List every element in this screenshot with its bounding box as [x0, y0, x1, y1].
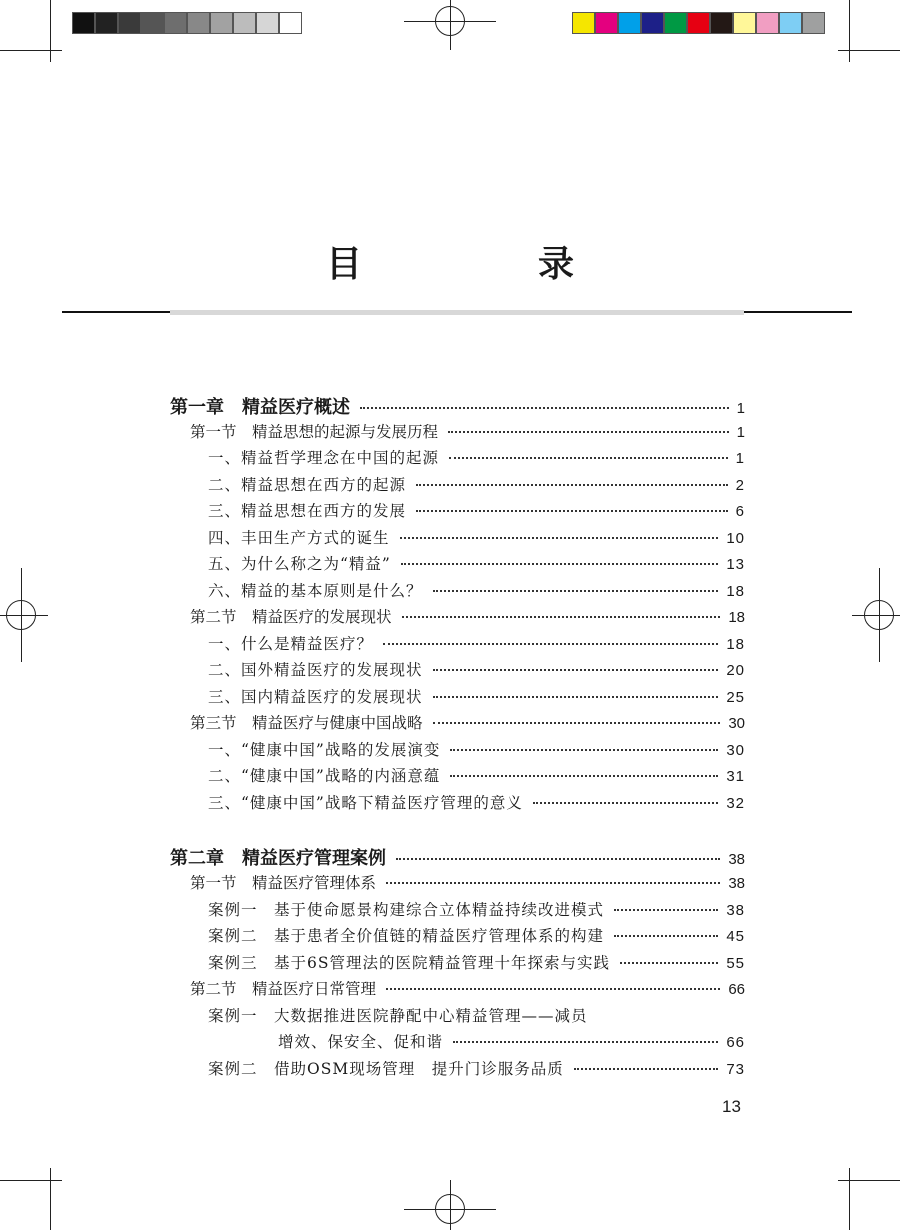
toc-item[interactable] [208, 473, 745, 495]
toc-label: 五、为什么称之为“精益” [208, 555, 391, 573]
toc-item[interactable] [208, 685, 745, 707]
grey-swatch [141, 12, 164, 34]
registration-line [879, 568, 880, 662]
toc-page: 25 [726, 689, 745, 706]
toc-item[interactable] [208, 764, 745, 786]
toc-page: 30 [728, 715, 745, 732]
toc-label: 六、精益的基本原则是什么？ [208, 582, 423, 600]
toc-page: 38 [726, 902, 745, 919]
toc-label: 第二节 精益医疗日常管理 [190, 980, 377, 998]
toc-item[interactable] [208, 738, 745, 760]
toc-page: 38 [728, 851, 745, 868]
toc-leader [400, 537, 719, 539]
toc-page: 20 [726, 662, 745, 679]
toc-chapter[interactable] [170, 393, 745, 419]
toc-item[interactable] [208, 791, 745, 813]
toc-page: 1 [736, 424, 745, 441]
toc-item[interactable] [208, 658, 745, 680]
toc-label: 案例一 大数据推进医院静配中心精益管理——减员 [208, 1007, 588, 1025]
toc-label: 案例三 基于6S管理法的医院精益管理十年探索与实践 [208, 954, 610, 972]
toc-label: 案例二 基于患者全价值链的精益医疗管理体系的构建 [208, 927, 605, 945]
toc-leader [416, 484, 728, 486]
color-swatch [710, 12, 733, 34]
toc-label: 三、精益思想在西方的发展 [208, 502, 407, 520]
toc-leader [433, 722, 721, 724]
toc-leader [433, 696, 719, 698]
crop-mark [50, 1168, 51, 1230]
toc-page: 55 [726, 955, 745, 972]
registration-line [852, 615, 900, 616]
toc-chapter[interactable] [170, 844, 745, 870]
crop-mark [0, 1180, 62, 1181]
toc-leader [620, 962, 718, 964]
toc-page: 73 [726, 1061, 745, 1078]
toc-item[interactable] [208, 552, 745, 574]
registration-line [450, 1180, 451, 1230]
toc-leader [386, 988, 720, 990]
color-calibration-bar [572, 12, 825, 34]
toc-leader [360, 407, 729, 409]
toc-page: 1 [735, 450, 745, 467]
toc-label: 案例二 借助OSM现场管理 提升门诊服务品质 [208, 1060, 564, 1078]
grey-swatch [256, 12, 279, 34]
registration-line [0, 615, 48, 616]
grey-swatch [210, 12, 233, 34]
color-swatch [802, 12, 825, 34]
toc-page: 10 [726, 530, 745, 547]
toc-leader [396, 858, 720, 860]
toc-leader [450, 749, 718, 751]
toc-page: 18 [728, 609, 745, 626]
color-swatch [733, 12, 756, 34]
crop-mark [50, 0, 51, 62]
color-swatch [595, 12, 618, 34]
toc-leader [386, 882, 720, 884]
crop-mark [838, 50, 900, 51]
toc-page: 66 [726, 1034, 745, 1051]
toc-item[interactable] [208, 1057, 745, 1079]
toc-page: 31 [726, 768, 745, 785]
toc-label: 二、精益思想在西方的起源 [208, 476, 407, 494]
color-swatch [641, 12, 664, 34]
toc-leader [416, 510, 728, 512]
crop-mark [0, 50, 62, 51]
toc-item[interactable] [208, 526, 745, 548]
title-rule-right [744, 311, 852, 313]
grey-swatch [233, 12, 256, 34]
toc-page: 66 [728, 981, 745, 998]
grey-swatch [279, 12, 302, 34]
toc-section[interactable] [190, 605, 745, 627]
toc-item[interactable] [208, 898, 745, 920]
crop-mark [849, 1168, 850, 1230]
color-swatch [618, 12, 641, 34]
toc-leader [533, 802, 718, 804]
toc-label: 第三节 精益医疗与健康中国战略 [190, 714, 423, 732]
toc-label: 第二章 精益医疗管理案例 [170, 848, 386, 869]
toc-section[interactable] [190, 871, 745, 893]
toc-label: 一、精益哲学理念在中国的起源 [208, 449, 440, 467]
toc-page: 30 [726, 742, 745, 759]
toc-label: 四、丰田生产方式的诞生 [208, 529, 390, 547]
color-swatch [756, 12, 779, 34]
toc-page: 32 [726, 795, 745, 812]
toc-page: 18 [726, 636, 745, 653]
grey-swatch [95, 12, 118, 34]
toc-leader [448, 431, 729, 433]
toc-item[interactable] [208, 579, 745, 601]
toc-item[interactable] [208, 951, 745, 973]
page-number: 13 [722, 1097, 741, 1116]
toc-label: 增效、保安全、促和谐 [278, 1033, 444, 1051]
toc-label: 第一节 精益思想的起源与发展历程 [190, 423, 439, 441]
toc-label: 第一节 精益医疗管理体系 [190, 874, 377, 892]
toc-section[interactable] [190, 977, 745, 999]
toc-label: 三、“健康中国”战略下精益医疗管理的意义 [208, 794, 523, 812]
toc-leader [383, 643, 718, 645]
title-rule-left [62, 311, 170, 313]
color-swatch [779, 12, 802, 34]
toc-leader [433, 669, 719, 671]
toc-leader [614, 909, 718, 911]
toc-item-continued[interactable] [278, 1030, 745, 1052]
toc-leader [401, 563, 718, 565]
grey-scale-bar [72, 12, 302, 34]
toc-page: 6 [735, 503, 745, 520]
color-swatch [687, 12, 710, 34]
toc-page: 45 [726, 928, 745, 945]
toc-label: 第二节 精益医疗的发展现状 [190, 608, 392, 626]
toc-leader [453, 1041, 718, 1043]
toc-leader [433, 590, 719, 592]
toc-label: 一、“健康中国”战略的发展演变 [208, 741, 441, 759]
grey-swatch [118, 12, 141, 34]
toc-section[interactable] [190, 420, 745, 442]
crop-mark [838, 1180, 900, 1181]
toc-label: 二、国外精益医疗的发展现状 [208, 661, 423, 679]
registration-line [450, 0, 451, 50]
toc-leader [574, 1068, 719, 1070]
crop-mark [849, 0, 850, 62]
toc-leader [614, 935, 718, 937]
toc-page: 2 [735, 477, 745, 494]
toc-label: 一、什么是精益医疗？ [208, 635, 374, 653]
color-swatch [572, 12, 595, 34]
toc-page: 1 [736, 400, 745, 417]
toc-section[interactable] [190, 711, 745, 733]
grey-swatch [164, 12, 187, 34]
toc-page: 38 [728, 875, 745, 892]
toc-label: 二、“健康中国”战略的内涵意蕴 [208, 767, 441, 785]
toc-item[interactable] [208, 499, 745, 521]
toc-item[interactable] [208, 632, 745, 654]
page-title: 目 录 [325, 243, 644, 285]
grey-swatch [72, 12, 95, 34]
toc-leader [402, 616, 721, 618]
toc-page: 13 [726, 556, 745, 573]
toc-leader [449, 457, 728, 459]
registration-line [21, 568, 22, 662]
title-rule-center [170, 310, 744, 315]
grey-swatch [187, 12, 210, 34]
toc-label: 案例一 基于使命愿景构建综合立体精益持续改进模式 [208, 901, 605, 919]
color-swatch [664, 12, 687, 34]
toc-leader [450, 775, 718, 777]
toc-page: 18 [726, 583, 745, 600]
toc-label: 三、国内精益医疗的发展现状 [208, 688, 423, 706]
toc-item[interactable] [208, 446, 745, 468]
toc-label: 第一章 精益医疗概述 [170, 397, 350, 418]
toc-item[interactable] [208, 1004, 745, 1026]
toc-item[interactable] [208, 924, 745, 946]
